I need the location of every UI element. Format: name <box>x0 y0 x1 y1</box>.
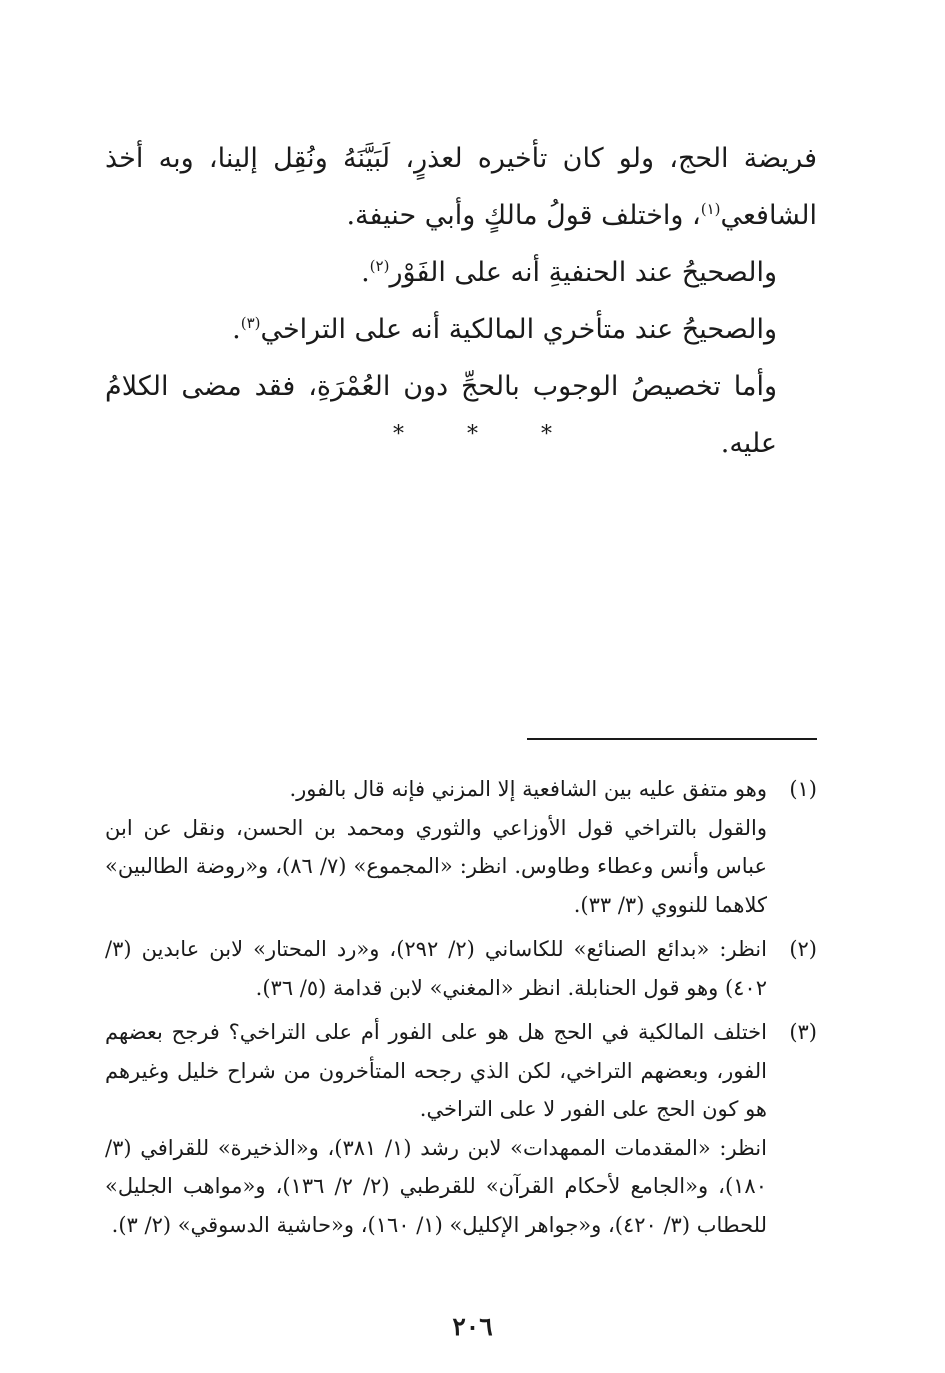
footnote-line: وهو متفق عليه بين الشافعية إلا المزني فإنه قال بالفور. <box>289 777 767 801</box>
footnote-ref-3[interactable]: (٣) <box>240 314 261 332</box>
paragraph-2-text: والصحيحُ عند الحنفيةِ أنه على الفَوْر <box>389 257 777 288</box>
footnote-number: (٣) <box>789 1020 817 1044</box>
footnote-line: اختلف المالكية في الحج هل هو على الفور أم على التراخي؟ فرجح بعضهم الفور، وبعضهم التراخي، لكن الذي رجحه المتأخرون من شراح خليل وغيرهم هو كون الحج على الفور لا على التراخي. <box>105 1020 767 1121</box>
paragraph-1-text: فريضة الحج، ولو كان تأخيره لعذرٍ، لَبَيَّنَهُ ونُقِل إلينا، وبه أخذ الشافعي <box>105 143 817 231</box>
paragraph-4 <box>105 358 817 472</box>
footnote-line: والقول بالتراخي قول الأوزاعي والثوري ومحمد بن الحسن، ونقل عن ابن عباس وأنس وعطاء وطاوس. انظر: «المجموع» (٧/ ٨٦)، و«روضة الطالبين» كلاهما للنووي (٣/ ٣٣). <box>105 815 767 917</box>
paragraph-3 <box>105 301 817 358</box>
paragraph-3-tail: . <box>232 314 241 345</box>
page-number: ٢٠٦ <box>452 1312 493 1341</box>
footnote-number: (٢) <box>789 937 817 961</box>
footnote-body <box>105 1013 767 1244</box>
footnote-divider <box>527 738 817 740</box>
footnote-ref-1[interactable]: (١) <box>700 200 721 218</box>
footnote-body <box>105 930 767 1007</box>
footnote-3 <box>105 1013 817 1244</box>
paragraph-1-tail: ، واختلف قولُ مالكٍ وأبي حنيفة. <box>346 200 701 231</box>
footnote-line: انظر: «بدائع الصنائع» للكاساني (٢/ ٢٩٢)، و«رد المحتار» لابن عابدين (٣/ ٤٠٢) وهو قول الحنابلة. انظر «المغني» لابن قدامة (٥/ ٣٦). <box>105 937 767 1000</box>
footnote-line: انظر: «المقدمات الممهدات» لابن رشد (١/ ٣٨١)، و«الذخيرة» للقرافي (٣/ ١٨٠)، و«الجامع لأحكام القرآن» للقرطبي (٢/ ٢/ ١٣٦)، و«مواهب الجليل» للحطاب (٣/ ٤٢٠)، و«جواهر الإكليل» (١/ ١٦٠)، و«حاشية الدسوقي» (٢/ ٣). <box>105 1135 767 1237</box>
footnote-2 <box>105 930 817 1007</box>
paragraph-2 <box>105 244 817 301</box>
paragraph-1 <box>105 130 817 244</box>
paragraph-2-tail: . <box>361 257 370 288</box>
main-text <box>105 130 817 472</box>
footnote-number: (١) <box>789 777 817 801</box>
paragraph-3-text: والصحيحُ عند متأخري المالكية أنه على التراخي <box>260 314 777 345</box>
footnote-body <box>105 770 767 924</box>
footnote-ref-2[interactable]: (٢) <box>369 257 390 275</box>
footnote-1 <box>105 770 817 924</box>
section-separator: * * * <box>393 422 580 447</box>
paragraph-4-text: وأما تخصيصُ الوجوب بالحجِّ دون العُمْرَةِ، فقد مضى الكلامُ عليه. <box>105 371 777 459</box>
footnotes <box>105 770 817 1250</box>
